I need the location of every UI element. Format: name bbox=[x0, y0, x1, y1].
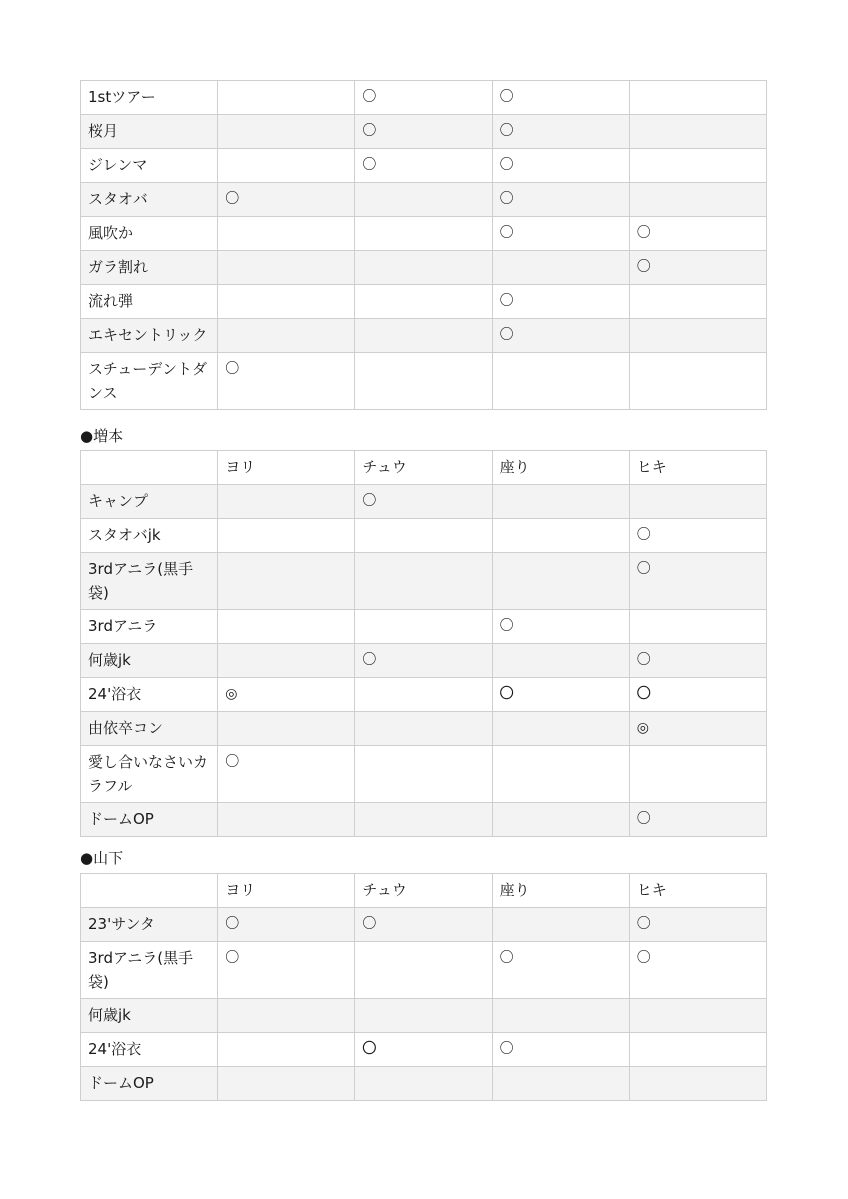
mark-cell bbox=[355, 183, 492, 217]
mark-cell bbox=[492, 1067, 629, 1101]
mark-cell bbox=[492, 999, 629, 1033]
mark-cell bbox=[629, 610, 766, 644]
mark-cell bbox=[218, 1067, 355, 1101]
mark-cell bbox=[355, 712, 492, 746]
mark-cell bbox=[629, 285, 766, 319]
mark-cell: 〇 bbox=[629, 803, 766, 837]
table-row bbox=[81, 1067, 767, 1101]
mark-cell bbox=[492, 712, 629, 746]
mark-cell: 〇 bbox=[492, 149, 629, 183]
section-title-masumoto: ●増本 bbox=[80, 427, 124, 445]
mark-cell: 〇 bbox=[492, 610, 629, 644]
mark-cell bbox=[629, 746, 766, 803]
mark-cell: 〇 bbox=[629, 553, 766, 610]
mark-cell: 〇 bbox=[629, 942, 766, 999]
row-label: 3rdアニラ bbox=[81, 610, 218, 644]
table-row bbox=[81, 251, 767, 285]
table-row bbox=[81, 353, 767, 410]
row-label: 由依卒コン bbox=[81, 712, 218, 746]
mark-cell: 〇 bbox=[629, 678, 766, 712]
table-row bbox=[81, 285, 767, 319]
mark-cell: 〇 bbox=[492, 81, 629, 115]
table-row bbox=[81, 183, 767, 217]
mark-cell: 〇 bbox=[492, 319, 629, 353]
mark-cell bbox=[218, 644, 355, 678]
costume-table-yamashita bbox=[80, 873, 767, 1101]
mark-cell bbox=[492, 519, 629, 553]
mark-cell bbox=[218, 251, 355, 285]
row-label: 24'浴衣 bbox=[81, 678, 218, 712]
table-row bbox=[81, 519, 767, 553]
mark-cell bbox=[355, 519, 492, 553]
mark-cell bbox=[629, 149, 766, 183]
mark-cell: 〇 bbox=[218, 908, 355, 942]
mark-cell: 〇 bbox=[629, 217, 766, 251]
mark-cell bbox=[355, 1067, 492, 1101]
costume-table-1 bbox=[80, 80, 767, 410]
mark-cell bbox=[355, 999, 492, 1033]
mark-cell bbox=[629, 353, 766, 410]
header-cell: 座り bbox=[492, 451, 629, 485]
mark-cell: 〇 bbox=[492, 183, 629, 217]
mark-cell: 〇 bbox=[492, 217, 629, 251]
row-label: 3rdアニラ(黒手袋) bbox=[81, 553, 218, 610]
mark-cell bbox=[629, 183, 766, 217]
header-cell: ヨリ bbox=[218, 874, 355, 908]
mark-cell bbox=[355, 610, 492, 644]
row-label: 何歳jk bbox=[81, 644, 218, 678]
mark-cell bbox=[355, 319, 492, 353]
mark-cell bbox=[355, 353, 492, 410]
header-cell: チュウ bbox=[355, 451, 492, 485]
header-cell bbox=[81, 451, 218, 485]
row-label: 24'浴衣 bbox=[81, 1033, 218, 1067]
row-label: 3rdアニラ(黒手袋) bbox=[81, 942, 218, 999]
mark-cell bbox=[629, 1067, 766, 1101]
table-row bbox=[81, 942, 767, 999]
row-label-text: エキセントリック bbox=[88, 326, 208, 344]
row-label: 愛し合いなさいカラフル bbox=[81, 746, 218, 803]
mark-cell bbox=[218, 1033, 355, 1067]
mark-cell bbox=[218, 217, 355, 251]
mark-cell bbox=[355, 942, 492, 999]
row-label: スタオバjk bbox=[81, 519, 218, 553]
mark-cell bbox=[355, 553, 492, 610]
mark-cell: 〇 bbox=[218, 746, 355, 803]
header-cell: ヒキ bbox=[629, 451, 766, 485]
table-row bbox=[81, 149, 767, 183]
mark-cell bbox=[218, 149, 355, 183]
row-label: スタオバ bbox=[81, 183, 218, 217]
mark-cell bbox=[218, 999, 355, 1033]
row-label: 桜月 bbox=[81, 115, 218, 149]
mark-cell: 〇 bbox=[218, 942, 355, 999]
row-label: ドームOP bbox=[81, 1067, 218, 1101]
header-cell bbox=[81, 874, 218, 908]
mark-cell bbox=[492, 553, 629, 610]
mark-cell: 〇 bbox=[355, 485, 492, 519]
mark-cell: 〇 bbox=[355, 908, 492, 942]
row-label bbox=[81, 319, 218, 353]
mark-cell bbox=[355, 251, 492, 285]
table-row bbox=[81, 1033, 767, 1067]
mark-cell bbox=[218, 319, 355, 353]
costume-table-masumoto bbox=[80, 450, 767, 837]
mark-cell bbox=[492, 746, 629, 803]
row-label: 流れ弾 bbox=[81, 285, 218, 319]
mark-cell: 〇 bbox=[492, 115, 629, 149]
table-row bbox=[81, 678, 767, 712]
header-cell: ヨリ bbox=[218, 451, 355, 485]
row-label: ドームOP bbox=[81, 803, 218, 837]
mark-cell bbox=[218, 610, 355, 644]
mark-cell bbox=[629, 1033, 766, 1067]
table-row bbox=[81, 999, 767, 1033]
mark-cell bbox=[355, 217, 492, 251]
mark-cell bbox=[218, 115, 355, 149]
header-row bbox=[81, 451, 767, 485]
mark-cell bbox=[355, 678, 492, 712]
mark-cell bbox=[218, 285, 355, 319]
header-cell: 座り bbox=[492, 874, 629, 908]
table-row bbox=[81, 908, 767, 942]
mark-cell: 〇 bbox=[355, 1033, 492, 1067]
mark-cell bbox=[629, 81, 766, 115]
table-row bbox=[81, 746, 767, 803]
mark-cell bbox=[218, 519, 355, 553]
row-label: 23'サンタ bbox=[81, 908, 218, 942]
mark-cell bbox=[492, 485, 629, 519]
table-row bbox=[81, 553, 767, 610]
mark-cell: 〇 bbox=[629, 251, 766, 285]
mark-cell bbox=[492, 644, 629, 678]
table-row bbox=[81, 485, 767, 519]
mark-cell bbox=[492, 251, 629, 285]
mark-cell: 〇 bbox=[355, 149, 492, 183]
mark-cell: 〇 bbox=[629, 519, 766, 553]
mark-cell bbox=[218, 803, 355, 837]
mark-cell: 〇 bbox=[355, 81, 492, 115]
mark-cell bbox=[629, 115, 766, 149]
mark-cell: 〇 bbox=[492, 1033, 629, 1067]
mark-cell bbox=[492, 353, 629, 410]
table-row bbox=[81, 81, 767, 115]
table-row bbox=[81, 115, 767, 149]
mark-cell: 〇 bbox=[355, 644, 492, 678]
mark-cell bbox=[218, 485, 355, 519]
row-label: ジレンマ bbox=[81, 149, 218, 183]
table-row bbox=[81, 217, 767, 251]
mark-cell: 〇 bbox=[218, 183, 355, 217]
header-cell: チュウ bbox=[355, 874, 492, 908]
mark-cell bbox=[629, 999, 766, 1033]
row-label: 1stツアー bbox=[81, 81, 218, 115]
mark-cell bbox=[492, 908, 629, 942]
mark-cell bbox=[355, 746, 492, 803]
row-label: 風吹か bbox=[81, 217, 218, 251]
mark-cell bbox=[355, 803, 492, 837]
mark-cell: 〇 bbox=[492, 942, 629, 999]
mark-cell: ◎ bbox=[218, 678, 355, 712]
section-title-yamashita: ●山下 bbox=[80, 849, 124, 867]
mark-cell: 〇 bbox=[629, 644, 766, 678]
table-row bbox=[81, 610, 767, 644]
mark-cell: 〇 bbox=[492, 285, 629, 319]
header-row bbox=[81, 874, 767, 908]
mark-cell bbox=[492, 803, 629, 837]
mark-cell: 〇 bbox=[355, 115, 492, 149]
mark-cell: 〇 bbox=[629, 908, 766, 942]
mark-cell bbox=[355, 285, 492, 319]
mark-cell bbox=[218, 712, 355, 746]
mark-cell bbox=[218, 553, 355, 610]
table-row bbox=[81, 319, 767, 353]
table-row bbox=[81, 712, 767, 746]
row-label: ガラ割れ bbox=[81, 251, 218, 285]
mark-cell bbox=[218, 81, 355, 115]
mark-cell bbox=[629, 319, 766, 353]
header-cell: ヒキ bbox=[629, 874, 766, 908]
table-row bbox=[81, 803, 767, 837]
mark-cell: 〇 bbox=[492, 678, 629, 712]
mark-cell bbox=[629, 485, 766, 519]
mark-cell: ◎ bbox=[629, 712, 766, 746]
row-label: 何歳jk bbox=[81, 999, 218, 1033]
row-label: キャンプ bbox=[81, 485, 218, 519]
mark-cell: 〇 bbox=[218, 353, 355, 410]
row-label: スチューデントダンス bbox=[81, 353, 218, 410]
table-row bbox=[81, 644, 767, 678]
